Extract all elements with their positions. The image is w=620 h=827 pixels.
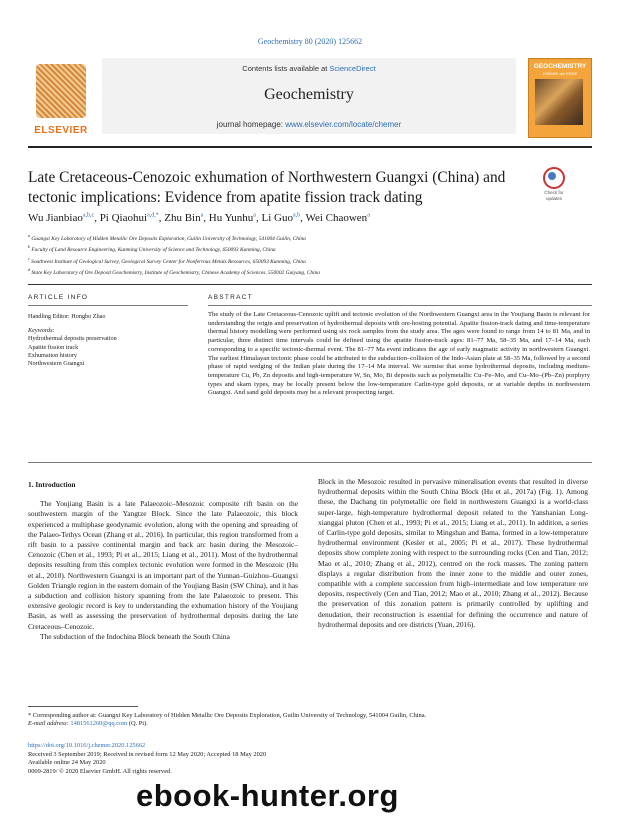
footnote-rule bbox=[28, 706, 138, 707]
abstract-subrule bbox=[208, 305, 592, 306]
journal-header bbox=[28, 58, 592, 142]
crossmark-badge[interactable] bbox=[540, 167, 568, 201]
header-rule bbox=[28, 146, 592, 148]
affiliation: $^b$ Faculty of Land Resource Engineering, Kunming University of Science and Technology, 650093 Kunming, China bbox=[28, 244, 276, 254]
crossmark-line1: Check for bbox=[544, 190, 564, 195]
email-line: E-mail address: 1481561260@qq.com (Q. Pi). bbox=[28, 720, 148, 728]
journal-citation-link[interactable]: Geochemistry 80 (2020) 125662 bbox=[257, 37, 363, 46]
author-name: Hu Yunhu bbox=[208, 212, 254, 224]
abstract-heading: ABSTRACT bbox=[208, 294, 254, 301]
left-column bbox=[28, 480, 298, 642]
author-affiliation-marker[interactable]: a bbox=[367, 212, 370, 219]
body-rule bbox=[28, 462, 592, 463]
online-date: Available online 24 May 2020 bbox=[28, 759, 106, 767]
right-column bbox=[318, 477, 588, 630]
info-subrule bbox=[28, 305, 188, 306]
crossmark-icon bbox=[543, 167, 565, 189]
intro-paragraph: Block in the Mesozoic resulted in pervasive mineralisation events that resulted in diverse hydrothermal deposits within the South China Block (Hu et al., 2017a) (Fig. 1). Among these, the Dachang tin polymetallic ore field in northwestern Guangxi is a world-class super-large, high-temperature hydrothermal deposit related to the Yanshanian Long-xianggai pluton (Chen et al., 1993; Pi et al., 2015; Liang et al., 2011). In addition, a series of Carlin-type gold deposits, similar to Mingshan and Bama, formed in a low-temperature hydrothermal environment (Kesler et al., 2005; Pi et al., 2017). These hydrothermal deposits show complete zoning with respect to the surrounding rocks (Cen and Tian, 2012; Mao et al., 2010; Zhang et al., 2012), centred on the rock masses. The zoning pattern displays a regular distribution from the inner zone to the middle and outer zones, compatible with a complete succession from high–intermediate and low temperature ore deposits, respectively (Cen and Tian, 2012; Mao et al., 2010; Zhang et al., 2012). Because the preservation of this zonation pattern is primarily controlled by uplifting and denudation, their reconstruction is essential for defining the occurrence and nature of hydrothermal deposits and ore districts (Yuan, 2016). bbox=[318, 477, 588, 629]
sciencedirect-link[interactable]: ScienceDirect bbox=[329, 64, 376, 73]
author-affiliation-marker[interactable]: a,d,* bbox=[147, 212, 159, 219]
article-info bbox=[28, 313, 188, 368]
author-affiliation-marker[interactable]: a,b,c bbox=[82, 212, 95, 219]
author-affiliation-marker[interactable]: a,b bbox=[292, 212, 301, 219]
author-name: Wei Chaowen bbox=[305, 212, 368, 224]
affiliation: $^c$ Southwest Institute of Geological Survey, Geological Survey Center for Nonferrous Metals Resources, 650093 Kunming, China bbox=[28, 255, 306, 265]
keyword: Hydrothermal deposits preservation bbox=[28, 335, 117, 343]
journal-cover[interactable] bbox=[528, 58, 592, 138]
author-name: Li Guo bbox=[261, 212, 293, 224]
article-title: Late Cretaceous-Cenozoic exhumation of Northwestern Guangxi (China) and tectonic implications: Evidence from apatite fission track dating bbox=[28, 169, 506, 206]
homepage-link[interactable]: www.elsevier.com/locate/chemer bbox=[285, 120, 402, 129]
affiliation: $^a$ Guangxi Key Laboratory of Hidden Metallic Ore Deposits Exploration, Guilin University of Technology, 541004 Guilin, China bbox=[28, 233, 306, 242]
affiliation: $^d$ State Key Laboratory of Ore Deposit Geochemistry, Institute of Geochemistry, Chinese Academy of Sciences, 550002 Guiyang, China bbox=[28, 266, 321, 276]
affiliation-list bbox=[28, 232, 588, 277]
elsevier-tree-icon bbox=[36, 64, 86, 118]
author-affiliation-marker[interactable]: a bbox=[253, 212, 256, 219]
author-name: Wu Jianbiao bbox=[28, 212, 83, 224]
intro-paragraph: The subduction of the Indochina Block beneath the South China bbox=[40, 631, 230, 641]
intro-paragraph: The Youjiang Basin is a late Palaeozoic–Mesozoic composite rift basin on the southwestern margin of the Yangtze Block. Since the late Palaeozoic, this block experienced a multiphase geodynamic evolution, along with the opening and spreading of the Palaeo-Tethys Ocean (Zhang et al., 2016). In particular, this region transformed from a rift basin to a passive continental margin and back arc basin during the Mesozoic–Cenozoic (Chen et al., 1993; Pi et al., 2015; Liang et al., 2011). Most of the hydrothermal deposits resulting from this complex tectonic evolution were formed in the Mesozoic (Hu et al., 2010). Northwestern Guangxi is an important part of the Yunnan–Guizhou–Guangxi Golden Triangle region in the eastern domain of the Youjiang Basin (SW China), and it has a subduction and collision history spanning from the late Palaeozoic to present. This extensive geologic record is key to understanding the exhumation history of the Youjiang Basin, as well as assessing the preservation of hydrothermal deposits during the late Cretaceous–Cenozoic. bbox=[28, 499, 298, 631]
intro-heading: 1. Introduction bbox=[28, 480, 76, 489]
author-list: Wu Jianbiao$^{a,b,c}$, Pi Qiaohui$^{a,d,*}$, Zhu Bin$^a$, Hu Yunhu$^a$, Li Guo$^{a,b}$, Wei Chaowen$^a$ bbox=[28, 212, 370, 224]
author-name: Zhu Bin bbox=[164, 212, 201, 224]
keyword: Apatite fission track bbox=[28, 343, 79, 351]
elsevier-wordmark: ELSEVIER bbox=[34, 125, 88, 136]
keyword: Exhumation history bbox=[28, 351, 77, 359]
email-link[interactable]: 1481561260@qq.com bbox=[70, 720, 128, 728]
cover-image bbox=[535, 79, 583, 125]
cover-subtitle: CHEMIE der ERDE bbox=[542, 71, 578, 76]
cover-title: GEOCHEMISTRY bbox=[533, 63, 587, 70]
keyword: Northwestern Guangxi bbox=[28, 360, 85, 368]
homepage-line: journal homepage: www.elsevier.com/locate/chemer bbox=[216, 120, 402, 129]
footnote bbox=[28, 712, 592, 729]
abstract-text: The study of the Late Cretaceous-Cenozoic uplift and tectonic evolution of the Northwestern Guangxi area in the Youjiang Basin is relevant for understanding the origin and preservation of hydrothermal deposits with ore-hosting potential. Apatite fission-track dating and time-temperature thermal history modelling were performed using six rock samples from the study area. The ages were found to range from 14 to 81 Ma, and in particular, three distinct time intervals could be defined using the apatite fission-track ages: 81–77 Ma, 58–35 Ma, and 17–14 Ma, each corresponding to a specific tectonic-thermal event. The 81–77 Ma event indicates the age of early magmatic activity in northwestern Guangxi. The earliest Himalayan tectonic phase could be attributed to the subduction–collision of the Indo-Asian plate at 58–35 Ma, followed by a second phase of rapid wedging of the Indian plate during the 17–14 Ma interval. We surmise that some hydrothermal deposits, including medium-temperature Cu, Pb, Zn deposits and high-temperature W, Sn, Mo, Bi deposits such as polymetallic Cu–Fe–Mo, and Cu–Mo–(Pb–Zn) porphyry types and skarn types, may be locally present below the low-temperature Carlin-type gold deposits, or at variable depths in northwestern Guangxi. And sand gold deposits may be a relevant prospecting target. bbox=[208, 311, 590, 397]
handling-editor: Handling Editor: Hongbo Zhao bbox=[28, 313, 106, 320]
author-name: Pi Qiaohui bbox=[99, 212, 148, 224]
contents-line: Contents lists available at ScienceDirect bbox=[242, 64, 376, 73]
copyright-line: 0009-2819/ © 2020 Elsevier GmbH. All rights reserved. bbox=[28, 767, 172, 775]
journal-info-box bbox=[102, 58, 516, 134]
elsevier-logo bbox=[28, 62, 94, 136]
journal-name: Geochemistry bbox=[264, 86, 354, 103]
info-rule bbox=[28, 284, 592, 285]
crossmark-line2: updates bbox=[545, 196, 562, 201]
received-dates: Received 3 September 2019; Received in revised form 12 May 2020; Accepted 18 May 2020 bbox=[28, 750, 267, 758]
doi-link[interactable]: https://doi.org/10.1016/j.chemer.2020.125662 bbox=[28, 742, 146, 749]
watermark-text: ebook-hunter.org bbox=[136, 778, 399, 813]
author-affiliation-marker[interactable]: a bbox=[200, 212, 204, 219]
keywords-label: Keywords: bbox=[28, 327, 55, 335]
article-info-heading: ARTICLE INFO bbox=[28, 294, 89, 301]
corresponding-author-note: * Corresponding author at: Guangxi Key Laboratory of Hidden Metallic Ore Deposits Exploration, Guilin University of Technology, 541004 Guilin, China. bbox=[28, 712, 427, 719]
article-metadata bbox=[28, 742, 328, 776]
